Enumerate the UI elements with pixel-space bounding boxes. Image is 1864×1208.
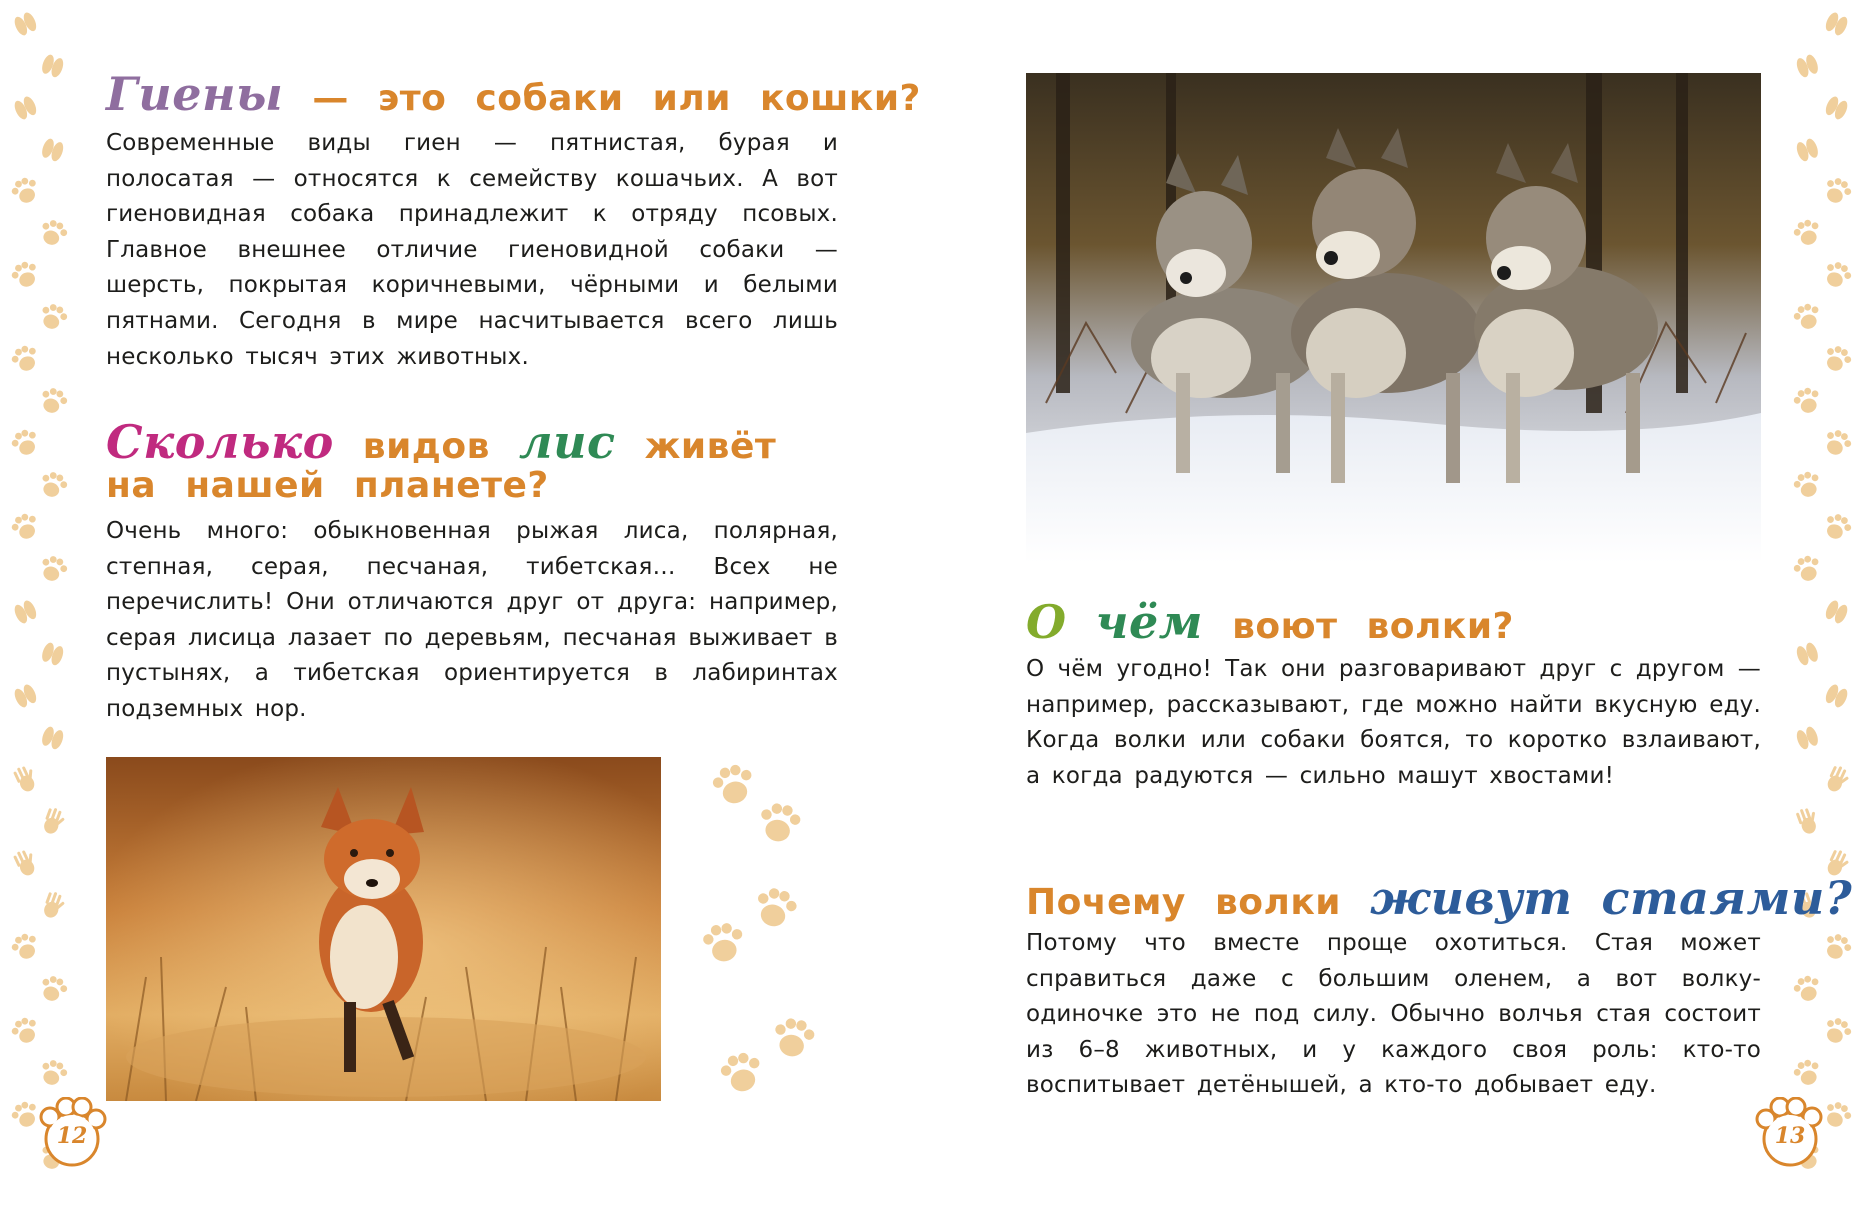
- right-page: [932, 0, 1864, 1208]
- wolves-photo: [1026, 73, 1761, 563]
- paw-print-icon: [1788, 550, 1826, 588]
- heading-word: стаями?: [1601, 871, 1853, 925]
- paw-print-icon: [5, 1011, 45, 1051]
- paw-print-icon: [1788, 802, 1826, 840]
- page-number-badge: [34, 1097, 110, 1171]
- paragraph-wolves-howl: О чём угодно! Так они разговаривают друг с другом — например, рассказывают, где можно найти вкусную еду. Когда волки или собаки боятся, то коротко взлаивают, а когда радуются — сильно машут хвостами!: [1026, 656, 1761, 789]
- paw-print-icon: [5, 3, 45, 43]
- heading-word: видов: [362, 426, 490, 467]
- paw-print-icon: [34, 382, 72, 420]
- paw-print-icon: [5, 171, 45, 211]
- paw-print-icon: [5, 675, 45, 715]
- paw-print-icon: [34, 718, 72, 756]
- paw-print-icon: [1788, 718, 1826, 756]
- paw-print-icon: [766, 1011, 819, 1064]
- heading-word: собаки: [475, 78, 624, 119]
- heading-word: воют: [1232, 606, 1338, 647]
- paw-print-icon: [5, 843, 45, 883]
- paw-print-icon: [1788, 298, 1826, 336]
- paw-print-icon: [752, 796, 805, 849]
- paw-print-icon: [34, 466, 72, 504]
- page-number-badge: [1752, 1097, 1828, 1171]
- paw-print-icon: [34, 634, 72, 672]
- paragraph-foxes: Очень много: обыкновенная рыжая лиса, полярная, степная, серая, песчаная, тибетская… Всех не перечислить! Они отличаются друг от друга: например, серая лисица лазает по деревьям, песчаная выживает в пустынях, а тибетская ориентируется в лабиринтах подземных нор.: [106, 518, 838, 722]
- paw-print-icon: [34, 298, 72, 336]
- heading-word: чём: [1095, 595, 1204, 649]
- wolves-illustration: [1026, 73, 1761, 563]
- heading-wolves-packs: [1026, 871, 1864, 925]
- heading-word: это: [377, 78, 447, 119]
- paw-print-icon: [696, 916, 749, 969]
- paw-print-icon: [5, 591, 45, 631]
- paw-print-icon: [1788, 466, 1826, 504]
- paw-border-left: [0, 0, 90, 1208]
- heading-word: планете?: [353, 465, 549, 506]
- paw-print-icon: [713, 1045, 769, 1101]
- paw-print-icon: [1817, 1011, 1857, 1051]
- paw-print-icon: [1788, 130, 1826, 168]
- paw-print-icon: [1817, 927, 1857, 967]
- page-number: 12: [56, 1123, 88, 1149]
- heading-word: кошки?: [760, 78, 921, 119]
- heading-word: волки: [1214, 882, 1341, 923]
- paw-print-icon: [5, 507, 45, 547]
- paw-print-icon: [1788, 214, 1826, 252]
- heading-wolves-howl: [1026, 595, 1530, 649]
- paw-print-icon: [1817, 3, 1857, 43]
- paw-print-icon: [5, 927, 45, 967]
- paw-print-icon: [1788, 1054, 1826, 1092]
- paw-print-icon: [1817, 507, 1857, 547]
- paw-print-icon: [34, 130, 72, 168]
- heading-dash: —: [312, 78, 349, 119]
- paw-print-icon: [1817, 675, 1857, 715]
- heading-word: или: [652, 78, 731, 119]
- paw-print-icon: [1817, 87, 1857, 127]
- heading-word: нашей: [185, 465, 325, 506]
- paw-print-icon: [34, 970, 72, 1008]
- heading-word: лис: [518, 415, 616, 469]
- paw-border-right: [1774, 0, 1864, 1208]
- heading-word: волки?: [1366, 606, 1514, 647]
- paw-print-icon: [5, 339, 45, 379]
- paw-print-icon: [34, 46, 72, 84]
- paw-print-icon: [747, 880, 803, 936]
- paw-print-icon: [1817, 171, 1857, 211]
- page-number: 13: [1774, 1123, 1806, 1149]
- paw-print-icon: [1788, 382, 1826, 420]
- paragraph-hyenas: Современные виды гиен — пятнистая, бурая и полосатая — относятся к семейству кошачьих. А вот гиеновидная собака принадлежит к отряду псовых. Главное внешнее отличие гиеновидной собаки — шерсть, покрытая коричневыми, чёрными и белыми пятнами. Сегодня в мире насчитывается всего лишь несколько тысяч этих животных.: [106, 130, 838, 370]
- heading-word: на: [106, 465, 157, 506]
- paw-print-icon: [1817, 759, 1857, 799]
- heading-word: живут: [1370, 871, 1573, 925]
- heading-foxes: [106, 415, 792, 469]
- paw-print-icon: [34, 802, 72, 840]
- paw-print-icon: [1817, 591, 1857, 631]
- paw-print-icon: [1817, 339, 1857, 379]
- paw-print-icon: [5, 255, 45, 295]
- heading-word: Гиены: [106, 67, 284, 121]
- paw-print-icon: [5, 423, 45, 463]
- fox-illustration: [106, 757, 661, 1101]
- paw-print-icon: [5, 87, 45, 127]
- paw-print-icon: [34, 214, 72, 252]
- paw-print-icon: [1788, 634, 1826, 672]
- paw-print-icon: [34, 1054, 72, 1092]
- heading-word: Почему: [1026, 882, 1186, 923]
- paw-print-icon: [34, 550, 72, 588]
- heading-word: О: [1026, 595, 1067, 649]
- paragraph-wolves-packs: Потому что вместе проще охотиться. Стая может справиться даже с большим оленем, а вот волку-одиночке это не под силу. Обычно волчья стая состоит из 6–8 животных, и у каждого своя роль: кто-то воспитывает детёнышей, а кто-то добывает еду.: [1026, 930, 1761, 1099]
- paw-print-icon: [1788, 970, 1826, 1008]
- paw-print-icon: [705, 757, 761, 813]
- paw-print-icon: [1817, 255, 1857, 295]
- paw-print-icon: [34, 886, 72, 924]
- paw-print-icon: [5, 759, 45, 799]
- heading-word: Сколько: [106, 415, 334, 469]
- heading-hyenas: [106, 67, 937, 121]
- paw-print-icon: [1817, 423, 1857, 463]
- fox-photo: [106, 757, 661, 1101]
- paw-print-icon: [1788, 46, 1826, 84]
- heading-word: живёт: [644, 426, 777, 467]
- heading-foxes-line2: [106, 464, 565, 508]
